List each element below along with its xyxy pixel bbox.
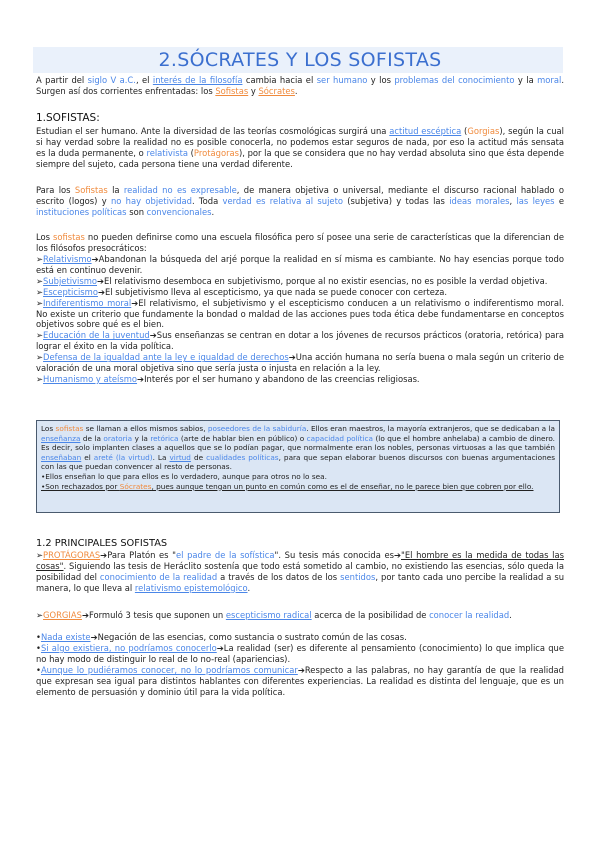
list-item: ➢Subjetivismo➔El relativismo desemboca en subjetivismo, porque al no existir esencias, no es posible la verdad objetiva. xyxy=(36,275,548,286)
list-item: •Aunque lo pudiéramos conocer, no lo podríamos comunicar➔Respecto a las palabras, no hay garantía de que la realidad que expresan sea igual para distintos hablantes con diferentes experiencias. La realidad es distinta del lenguaje, que es un elemento de persuasión y dominio útil para la vida política. xyxy=(36,664,564,697)
section-heading-sofistas: 1.SOFISTAS: xyxy=(36,112,100,124)
list-item: ➢Relativismo➔Abandonan la búsqueda del arjé porque la realidad en sí misma es cambiante. No hay esencias porque todo está en continuo devenir. xyxy=(36,254,564,275)
list-item: ➢Escepticismo➔El subjetivismo lleva al escepticismo, ya que nada se puede conocer con certeza. xyxy=(36,286,448,297)
characteristics-list xyxy=(36,254,564,385)
box-line: •Ellos enseñan lo que para ellos es lo verdadero, aunque para otros no lo sea. xyxy=(41,471,327,481)
gorgias-paragraph: ➢GORGIAS➔Formuló 3 tesis que suponen un escepticismo radical acerca de la posibilidad de conocer la realidad. xyxy=(36,610,512,620)
gorgias-theses-list xyxy=(36,632,564,697)
sofistas-paragraph-1: Estudian el ser humano. Ante la diversidad de las teorías cosmológicas surgirá una actitud escéptica (Gorgias), según la cual si hay verdad sobre la realidad no es posible conocerla, no podemos estar seguros de nada, por eso la actitud más sensata es la duda permanente, o relativista (Protágoras), por la que se considera que no hay verdad absoluta sino que ésta depende siempre del sujeto, cada persona tiene una verdad diferente. xyxy=(36,126,565,169)
list-item: •Nada existe➔Negación de las esencias, como sustancia o sustrato común de las cosas. xyxy=(36,632,407,642)
list-item: ➢Educación de la juventud➔Sus enseñanzas se centran en dotar a los jóvenes de recursos prácticos (oratoria, retórica) para lograr el éxito en la vida política. xyxy=(36,330,564,352)
list-item: ➢Indiferentismo moral➔El relativismo, el subjetivismo y el escepticismo conducen a un relativismo o indiferentismo moral. No existe un criterio que fundamente la bondad o maldad de las acciones pues toda ética debe fundamentarse en conceptos objetivos sobre qué es el bien. xyxy=(36,297,564,330)
sofistas-paragraph-3: Los sofistas no pueden definirse como una escuela filosófica pero sí posee una serie de características que la diferencian de los filósofos presocráticos: xyxy=(36,232,565,253)
intro-paragraph: A partir del siglo V a.C., el interés de la filosofía cambia hacia el ser humano y los problemas del conocimiento y la moral. Surgen así dos corrientes enfrentadas: los Sofistas y Sócrates. xyxy=(36,75,564,96)
section-heading-principales: 1.2 PRINCIPALES SOFISTAS xyxy=(36,538,168,549)
box-paragraph: Los sofistas se llaman a ellos mismos sabios, poseedores de la sabiduría. Ellos eran maestros, la mayoría extranjeros, que se dedicaban a la enseñanza de la oratoria y la retórica (arte de hablar bien en público) o capacidad política (lo que el hombre anhelaba) a cambio de dinero. Es decir, solo implanten clases a aquellos que se lo podían pagar, que normalmente eran los nobles, personas virtuosas a las que también enseñaban el areté (la virtud). La virtud de cualidades políticas, para que sepan elaborar buenos discursos con buenas argumentaciones con las que puedan convencer al resto de personas. xyxy=(41,424,555,472)
page-title: 2.SÓCRATES Y LOS SOFISTAS xyxy=(158,49,442,71)
box-line: •Son rechazados por Sócrates, pues aunque tengan un punto en común como es el de enseñar, no le parece bien que cobren por ello. xyxy=(41,481,534,491)
list-item: ➢Defensa de la igualdad ante la ley e igualdad de derechos➔Una acción humana no sería buena o mala según un criterio de valoración de una moral objetiva sino que sería justa o injusta en relación a la ley. xyxy=(36,352,564,374)
list-item: ➢Humanismo y ateísmo➔Interés por el ser humano y abandono de las creencias religiosas. xyxy=(36,373,420,384)
protagoras-paragraph: ➢PROTÁGORAS➔Para Platón es "el padre de la sofística". Su tesis más conocida es➔"El hombre es la medida de todas las cosas". Siguiendo las tesis de Heráclito sostenía que todo está sometido al cambio, no existiendo las esencias, sólo queda la posibilidad del conocimiento de la realidad a través de los datos de los sentidos, por tanto cada uno percibe la realidad a su manera, lo que lleva al relativismo epistemológico. xyxy=(36,550,565,593)
sofistas-info-box xyxy=(36,420,560,513)
list-item: •Si algo existiera, no podríamos conocerlo➔La realidad (ser) es diferente al pensamiento (conocimiento) lo que implica que no hay modo de distinguir lo real de lo no-real (apariencias). xyxy=(36,642,565,664)
sofistas-paragraph-2: Para los Sofistas la realidad no es expresable, de manera objetiva o universal, mediante el discurso racional hablado o escrito (logos) y no hay objetividad. Toda verdad es relativa al sujeto (subjetiva) y todas las ideas morales, las leyes e instituciones políticas son convencionales. xyxy=(36,185,565,217)
